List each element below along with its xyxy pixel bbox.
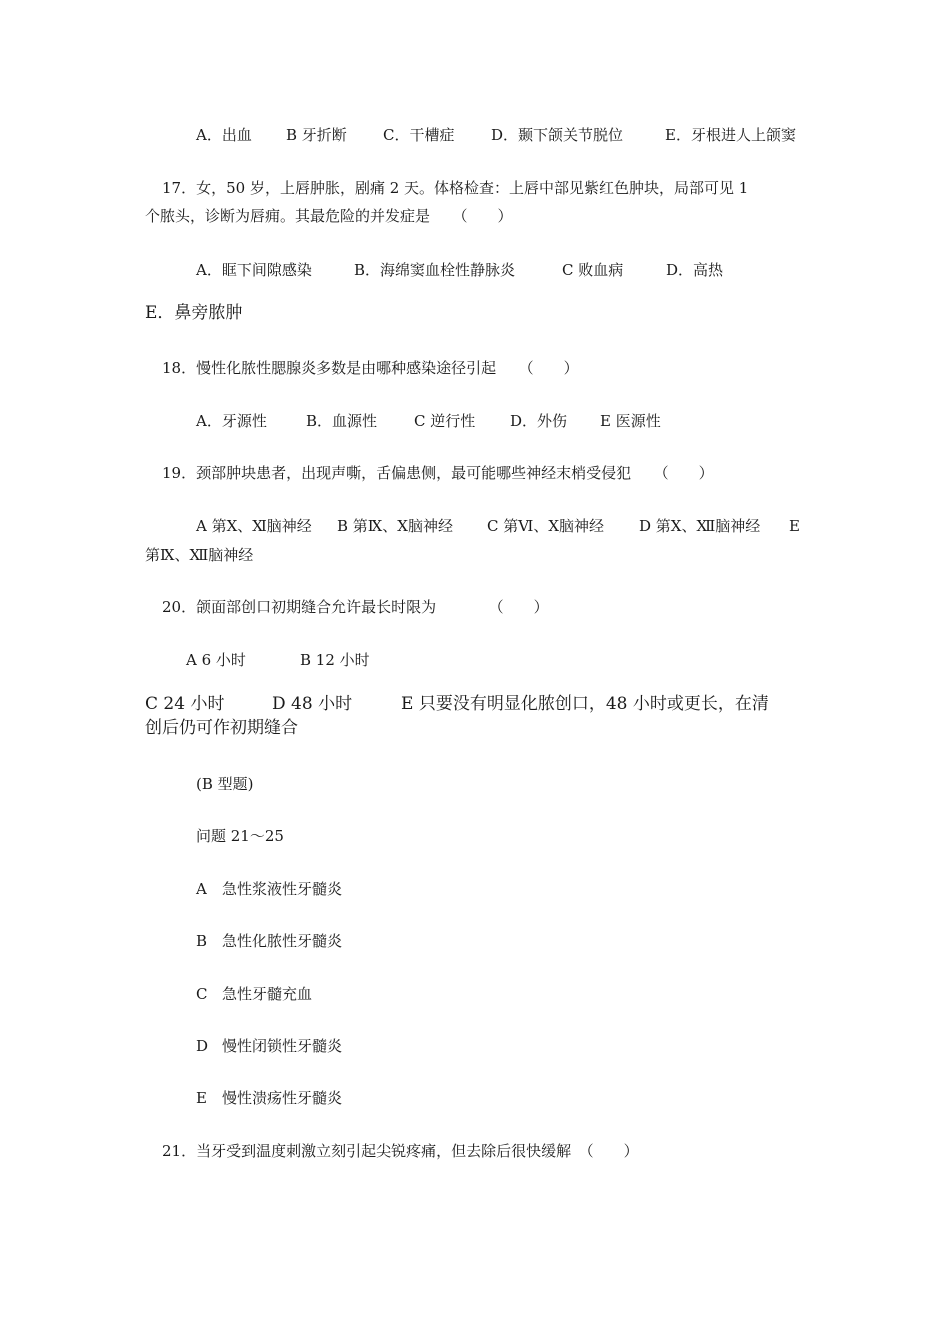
q18-options — [196, 411, 661, 431]
choice-e-letter: E — [196, 1089, 207, 1107]
q19-option-e: E — [789, 517, 800, 535]
q21-stem: 21．当牙受到温度刺激立刻引起尖锐疼痛，但去除后很快缓解 （ ） — [162, 1142, 639, 1160]
q20-options-cde — [145, 693, 769, 715]
q17-options — [196, 260, 723, 280]
q20-option-a: A 6 小时 — [186, 651, 246, 669]
choice-d — [196, 1036, 342, 1056]
choice-c-letter: C — [196, 985, 208, 1003]
q18-option-b: B．血源性 — [306, 412, 378, 430]
choice-b-letter: B — [196, 932, 208, 950]
q20-option-e-cont: 创后仍可作初期缝合 — [145, 718, 298, 738]
q19-stem: 19．颈部肿块患者，出现声嘶，舌偏患侧，最可能哪些神经末梢受侵犯 （ ） — [162, 464, 714, 482]
q16-option-e: E．牙根进人上颌窦 — [665, 126, 796, 144]
q18-option-d: D．外伤 — [510, 412, 568, 430]
q18-option-c: C 逆行性 — [414, 412, 476, 430]
choice-e — [196, 1088, 342, 1108]
q17-option-c: C 败血病 — [562, 261, 624, 279]
choice-b — [196, 931, 342, 951]
choice-c — [196, 984, 312, 1004]
choice-a — [196, 879, 342, 899]
q20-options-ab — [186, 650, 370, 670]
choice-d-letter: D — [196, 1037, 209, 1055]
q19-option-c: C 第Ⅵ、Ⅹ脑神经 — [487, 517, 605, 535]
q18-option-a: A．牙源性 — [196, 412, 267, 430]
q17-option-a: A．眶下间隙感染 — [196, 261, 312, 279]
q20-option-b: B 12 小时 — [300, 651, 370, 669]
q20-option-e: E 只要没有明显化脓创口，48 小时或更长，在清 — [401, 694, 769, 714]
choice-d-text: 慢性闭锁性牙髓炎 — [222, 1037, 343, 1055]
q19-option-a: A 第Ⅹ、Ⅺ脑神经 — [196, 517, 312, 535]
choice-b-text: 急性化脓性牙髓炎 — [222, 932, 343, 950]
q17-stem-line1: 17．女，50 岁，上唇肿胀，剧痛 2 天。体格检查：上唇中部见紫红色肿块，局部可见 1 — [162, 179, 749, 197]
q19-options — [196, 516, 800, 536]
q16-option-b: B 牙折断 — [286, 126, 347, 144]
q17-option-e: E．鼻旁脓肿 — [145, 303, 243, 323]
q19-option-b: B 第Ⅸ、Ⅹ脑神经 — [337, 517, 453, 535]
choice-e-text: 慢性溃疡性牙髓炎 — [222, 1089, 343, 1107]
q20-stem: 20．颌面部创口初期缝合允许最长时限为 （ ） — [162, 598, 549, 616]
section-b-heading: (B 型题) — [196, 775, 254, 793]
q17-option-d: D．高热 — [666, 261, 724, 279]
q19-option-d: D 第Ⅹ、Ⅻ脑神经 — [639, 517, 761, 535]
q16-options — [196, 125, 796, 145]
q20-option-c: C 24 小时 — [145, 694, 225, 714]
choice-c-text: 急性牙髓充血 — [222, 985, 313, 1003]
choice-a-text: 急性浆液性牙髓炎 — [222, 880, 343, 898]
q16-option-d: D．颞下颌关节脱位 — [491, 126, 624, 144]
q17-stem-line2: 个脓头，诊断为唇痈。其最危险的并发症是 （ ） — [145, 207, 513, 225]
q16-option-a: A．出血 — [196, 126, 252, 144]
q18-stem: 18．慢性化脓性腮腺炎多数是由哪种感染途径引起 （ ） — [162, 359, 579, 377]
q18-option-e: E 医源性 — [600, 412, 661, 430]
section-b-group: 问题 21～25 — [196, 827, 284, 845]
choice-a-letter: A — [196, 880, 207, 898]
q20-option-d: D 48 小时 — [272, 694, 353, 714]
q19-option-e-cont: 第Ⅸ、Ⅻ脑神经 — [145, 546, 254, 564]
q17-option-b: B．海绵窦血栓性静脉炎 — [354, 261, 516, 279]
q16-option-c: C．干槽症 — [383, 126, 455, 144]
